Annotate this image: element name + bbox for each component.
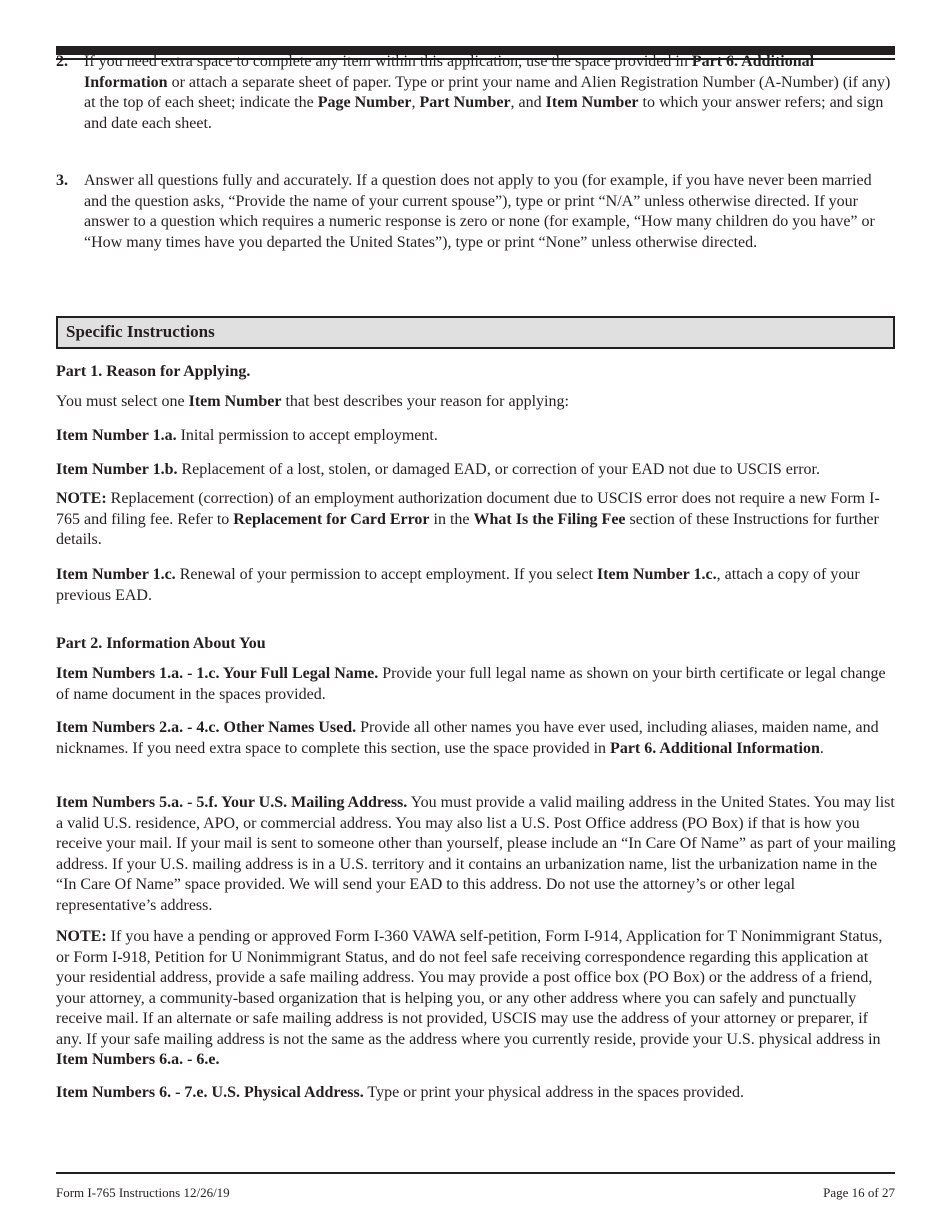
text: , and: [510, 94, 546, 111]
paragraph: [56, 565, 896, 606]
paragraph: [56, 392, 896, 413]
footer-page-number: Page 16 of 27: [823, 1185, 895, 1200]
part-1-heading: [56, 362, 896, 383]
text: Provide your full legal name as shown on your birth certificate or legal change of name document in the spaces provided.: [56, 665, 886, 703]
text: Type or print your physical address in the spaces provided.: [363, 1084, 744, 1101]
paragraph: [56, 426, 896, 447]
text: ,: [411, 94, 420, 111]
text: You must provide a valid mailing address in the United States. You may list a valid U.S. residence, APO, or commercial address. You may also list a U.S. Post Office address (PO Box) if that is how you receive your mail. If your mail is sent to someone other than yourself, please include an “In Care Of Name” as part of your mailing address. If your U.S. mailing address is in a U.S. territory and it contains an urbanization name, list the urbanization name in the “In Care Of Name” space provided. We will send your EAD to this address. Do not use the attorney’s or other legal representative’s address.: [56, 794, 896, 914]
text: You must select one: [56, 393, 189, 410]
paragraph: [56, 793, 896, 916]
footer-form-label: Form I-765 Instructions 12/26/19: [56, 1185, 230, 1200]
bold-text: Page Number: [317, 94, 412, 111]
footer-rule: [56, 1172, 895, 1174]
note-paragraph: [56, 489, 896, 551]
text: Provide all other names you have ever used, including aliases, maiden name, and nicknames. If you need extra space to complete this section, use the space provided in: [56, 719, 879, 757]
text: to which your answer refers; and sign and date each sheet.: [84, 94, 884, 132]
instruction-item-2: [84, 52, 896, 134]
text: If you need extra space to complete any item within this application, use the space provided in: [84, 53, 692, 70]
section-title: Specific Instructions: [66, 322, 215, 341]
text: , attach a copy of your previous EAD.: [56, 566, 860, 604]
bold-text: Part 6. Additional Information: [610, 739, 820, 757]
bold-text: What Is the Filing Fee: [473, 510, 626, 528]
paragraph: [56, 718, 896, 759]
text: Replacement (correction) of an employment authorization document due to USCIS error does not require a new Form I-765 and filing fee. Refer to: [56, 490, 880, 528]
text: Inital permission to accept employment.: [176, 427, 438, 444]
part-2-heading: [56, 634, 896, 655]
bold-text: Part 1. Reason for Applying.: [56, 363, 251, 380]
bold-text: Replacement for Card Error: [233, 510, 430, 528]
bold-text: Part 2. Information About You: [56, 635, 266, 652]
bold-text: Item Numbers 5.a. - 5.f. Your U.S. Mailing Address.: [56, 794, 408, 811]
bold-text: NOTE:: [56, 490, 107, 507]
bold-text: Item Numbers 2.a. - 4.c. Other Names Used.: [56, 719, 357, 736]
text: Renewal of your permission to accept employment. If you select: [175, 566, 597, 583]
bold-text: Item Numbers 6.a. - 6.e.: [56, 1051, 220, 1068]
text: section of these Instructions for further details.: [56, 510, 879, 548]
bold-text: Item Number: [188, 393, 282, 410]
list-number: 3.: [56, 172, 68, 189]
note-paragraph: [56, 927, 896, 1071]
paragraph: [56, 1083, 896, 1104]
bold-text: Item Number 1.a.: [56, 427, 177, 444]
text: or attach a separate sheet of paper. Type or print your name and Alien Registration Number (A-Number) (if any) at the top of each sheet; indicate the: [84, 73, 891, 111]
text: that best describes your reason for applying:: [281, 393, 569, 410]
bold-text: Item Numbers 1.a. - 1.c. Your Full Legal Name.: [56, 665, 379, 682]
list-number: 2.: [56, 53, 68, 70]
bold-text: Item Number 1.c.: [56, 566, 176, 583]
text: Answer all questions fully and accurately. If a question does not apply to you (for example, if you have never been married and the question asks, “Provide the name of your current spouse”), type or print “N/A” unless otherwise directed. If your answer to a question which requires a numeric response is zero or none (for example, “How many children do you have” or “How many times have you departed the United States”), type or print “None” unless otherwise directed.: [84, 172, 875, 251]
section-header: [56, 316, 895, 349]
bold-text: Item Number 1.c.: [596, 566, 717, 583]
bold-text: Item Numbers 6. - 7.e. U.S. Physical Address.: [56, 1084, 364, 1101]
text: Replacement of a lost, stolen, or damaged EAD, or correction of your EAD not due to USCIS error.: [177, 461, 820, 478]
text: in the: [429, 510, 474, 528]
bold-text: NOTE:: [56, 928, 107, 945]
instruction-item-3: [84, 171, 896, 253]
text: .: [819, 739, 824, 757]
paragraph: [56, 664, 896, 705]
paragraph: [56, 460, 896, 481]
text: If you have a pending or approved Form I-360 VAWA self-petition, Form I-914, Application for T Nonimmigrant Status, or Form I-918, Petition for U Nonimmigrant Status, and do not feel safe receiving correspondence regarding this application at your residential address, provide a safe mailing address. You may provide a post office box (PO Box) or the address of a friend, your attorney, a community-based organization that is helping you, or any other address where you can safely and punctually receive mail. If an alternate or safe mailing address is not provided, USCIS may use the address of your attorney or preparer, if any. If your safe mailing address is not the same as the address where you currently reside, provide your U.S. physical address in: [56, 928, 883, 1048]
bold-text: Item Number 1.b.: [56, 461, 178, 478]
bold-text: Part Number: [419, 94, 511, 111]
bold-text: Item Number: [545, 94, 639, 111]
bold-text: Part 6. Additional Information: [84, 53, 815, 91]
